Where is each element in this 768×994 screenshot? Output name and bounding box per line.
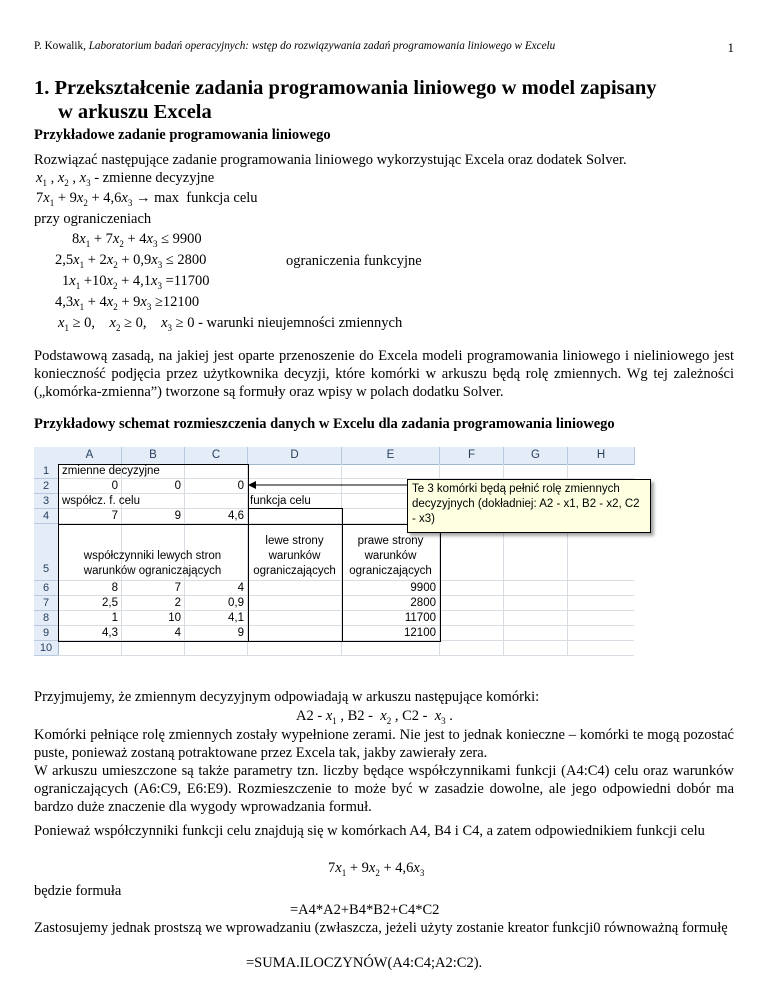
page-number: 1 bbox=[727, 40, 734, 55]
objective-function: $7x_1 + 9x_2 + 4,6x_3 \to \max$ funkcja celu bbox=[36, 190, 258, 208]
col-header-f[interactable]: F bbox=[440, 447, 504, 465]
paragraph-objective-cells: Ponieważ współczynniki funkcji celu znajdują się w komórkach A4, B4 i C4, a zatem odpowiednikiem funkcji celu bbox=[34, 823, 705, 839]
row-header-5[interactable]: 5 bbox=[34, 524, 59, 581]
cell-e8[interactable]: 11700 bbox=[404, 612, 436, 624]
cell-b9[interactable]: 4 bbox=[174, 627, 181, 639]
row-header-3[interactable]: 3 bbox=[34, 494, 59, 509]
cell-a7[interactable]: 2,5 bbox=[102, 597, 118, 609]
row-header-6[interactable]: 6 bbox=[34, 581, 59, 596]
cell-e5-line3[interactable]: ograniczających bbox=[349, 565, 432, 577]
heading-line2: w arkuszu Excela bbox=[58, 101, 212, 123]
cell-c2[interactable]: 0 bbox=[237, 480, 244, 492]
cell-a3[interactable]: współcz. f. celu bbox=[62, 495, 140, 507]
paragraph-parameters: W arkuszu umieszczone są także parametry tzn. liczby będące współczynnikami funkcji (A4:C4) celu oraz warunków ograniczających (A6:C9, E6:E9). Rozmieszczenie to może być w zasadzie dowolne, ale jego odpowiedni dobór ma bardzo duże znaczenie dla wygody wprowadzania formuł. bbox=[34, 763, 734, 815]
cell-a5-header-line1[interactable]: współczynniki lewych stron bbox=[83, 550, 222, 562]
col-header-g[interactable]: G bbox=[504, 447, 568, 465]
subheading-example: Przykładowe zadanie programowania liniowego bbox=[34, 127, 331, 143]
functional-constraints-label: ograniczenia funkcyjne bbox=[286, 253, 422, 269]
col-header-c[interactable]: C bbox=[185, 447, 248, 465]
cell-b6[interactable]: 7 bbox=[174, 582, 181, 594]
objective-formula-math: $7x_1 + 9x_2 + 4,6x_3$ bbox=[328, 860, 425, 878]
nonnegativity: $x_1 \ge 0$, $x_2 \ge 0$, $x_3 \ge 0$ - warunki nieujemności zmiennych bbox=[58, 315, 403, 333]
cell-e7[interactable]: 2800 bbox=[410, 597, 436, 609]
col-header-a[interactable]: A bbox=[58, 447, 122, 465]
row-header-8[interactable]: 8 bbox=[34, 611, 59, 626]
cell-c8[interactable]: 4,1 bbox=[228, 612, 244, 624]
cell-a4[interactable]: 7 bbox=[111, 510, 118, 522]
paragraph-principle: Podstawową zasadą, na jakiej jest oparte przenoszenie do Excela modeli programowania liniowego i nieliniowego jest konieczność podjęcia przez użytkownika decyzji, które komórki w arkuszu będą rolę zmiennych. Wg tej zależności („komórka-zmienna”) tworzone są formuły oraz wpisy w polach dodatku Solver. bbox=[34, 348, 734, 400]
nonneg-label: - warunki nieujemności zmiennych bbox=[194, 315, 403, 331]
cell-c7[interactable]: 0,9 bbox=[228, 597, 244, 609]
cell-d5-line2[interactable]: warunków bbox=[268, 550, 321, 562]
cell-e5-line1[interactable]: prawe strony bbox=[357, 535, 424, 547]
cell-c4[interactable]: 4,6 bbox=[228, 510, 244, 522]
cell-e6[interactable]: 9900 bbox=[410, 582, 436, 594]
row-header-1[interactable]: 1 bbox=[34, 464, 59, 479]
row-header-4[interactable]: 4 bbox=[34, 509, 59, 524]
row-header-9[interactable]: 9 bbox=[34, 626, 59, 641]
section-heading bbox=[34, 76, 724, 124]
row-header-7[interactable]: 7 bbox=[34, 596, 59, 611]
cell-comment-note: Te 3 komórki będą pełnić rolę zmiennych decyzyjnych (dokładniej: A2 - x1, B2 - x2, C2 - x3) bbox=[407, 479, 651, 533]
col-header-d[interactable]: D bbox=[248, 447, 342, 465]
header-author: P. Kowalik, bbox=[34, 40, 89, 52]
paragraph-mapping: Przyjmujemy, że zmiennym decyzyjnym odpowiadają w arkuszu następujące komórki: bbox=[34, 689, 540, 705]
running-header bbox=[34, 40, 555, 52]
cell-b2[interactable]: 0 bbox=[174, 480, 181, 492]
cell-a9[interactable]: 4,3 bbox=[102, 627, 118, 639]
constraint-2: $2,5x_1 + 2x_2 + 0,9x_3 \le 2800$ bbox=[55, 252, 207, 270]
cell-d5-line1[interactable]: lewe strony bbox=[265, 535, 324, 547]
cell-b4[interactable]: 9 bbox=[174, 510, 181, 522]
formula-explicit: =A4*A2+B4*B2+C4*C2 bbox=[290, 902, 440, 918]
cell-b8[interactable]: 10 bbox=[168, 612, 181, 624]
subheading-schema: Przykładowy schemat rozmieszczenia danych w Excelu dla zadania programowania liniowego bbox=[34, 416, 615, 432]
intro-text: Rozwiązać następujące zadanie programowania liniowego wykorzystując Excela oraz dodatek Solver. bbox=[34, 152, 627, 168]
col-header-b[interactable]: B bbox=[122, 447, 185, 465]
heading-line1: 1. Przekształcenie zadania programowania liniowego w model zapisany bbox=[34, 77, 657, 99]
cell-d5-line3[interactable]: ograniczających bbox=[253, 565, 336, 577]
constraint-4: $4,3x_1 + 4x_2 + 9x_3 \ge 12100$ bbox=[55, 294, 200, 312]
formula-sumproduct: =SUMA.ILOCZYNÓW(A4:C4;A2:C2). bbox=[246, 955, 483, 971]
spreadsheet bbox=[34, 447, 640, 683]
cell-variable-mapping: $A2 - x_1$ , $B2 - x_2$ , $C2 - x_3$ . bbox=[296, 708, 453, 726]
constraints-intro: przy ograniczeniach bbox=[34, 211, 152, 227]
row-header-10[interactable]: 10 bbox=[34, 641, 59, 656]
cell-c9[interactable]: 9 bbox=[237, 627, 244, 639]
cell-c6[interactable]: 4 bbox=[237, 582, 244, 594]
row-header-2[interactable]: 2 bbox=[34, 479, 59, 494]
paragraph-sumproduct: Zastosujemy jednak prostszą we wprowadzaniu (zwłaszcza, jeżeli użyty zostanie kreator funkcji0 równoważną formułę bbox=[34, 920, 728, 936]
cell-e9[interactable]: 12100 bbox=[404, 627, 436, 639]
cell-a1[interactable]: zmienne decyzyjne bbox=[62, 465, 160, 477]
cell-a5-header-line2[interactable]: warunków ograniczających bbox=[83, 565, 222, 577]
cell-a6[interactable]: 8 bbox=[111, 582, 118, 594]
decision-variables: $x_1$ , $x_2$ , $x_3$ - zmienne decyzyjne bbox=[36, 170, 215, 188]
cell-a8[interactable]: 1 bbox=[111, 612, 118, 624]
cell-a2[interactable]: 0 bbox=[111, 480, 118, 492]
constraint-1: $8x_1 + 7x_2 + 4x_3 \le 9900$ bbox=[72, 231, 202, 249]
decision-vars-label: - zmienne decyzyjne bbox=[90, 170, 215, 186]
constraint-3: $1x_1 +10x_2 + 4,1x_3 =11700$ bbox=[62, 273, 210, 291]
objective-label: funkcja celu bbox=[186, 190, 258, 206]
col-header-e[interactable]: E bbox=[342, 447, 440, 465]
paragraph-formula-intro: będzie formuła bbox=[34, 883, 122, 899]
col-header-h[interactable]: H bbox=[568, 447, 635, 465]
cell-e5-line2[interactable]: warunków bbox=[364, 550, 417, 562]
header-title: Laboratorium badań operacyjnych: wstęp do rozwiązywania zadań programowania liniowego w Excelu bbox=[88, 40, 556, 52]
cell-d3[interactable]: funkcja celu bbox=[250, 495, 311, 507]
paragraph-zeros: Komórki pełniące rolę zmiennych zostały wypełnione zerami. Nie jest to jednak konieczne – komórki te mogą pozostać puste, ponieważ zostaną potraktowane przez Excela tak, jakby zawierały zera. bbox=[34, 727, 734, 761]
cell-b7[interactable]: 2 bbox=[174, 597, 181, 609]
